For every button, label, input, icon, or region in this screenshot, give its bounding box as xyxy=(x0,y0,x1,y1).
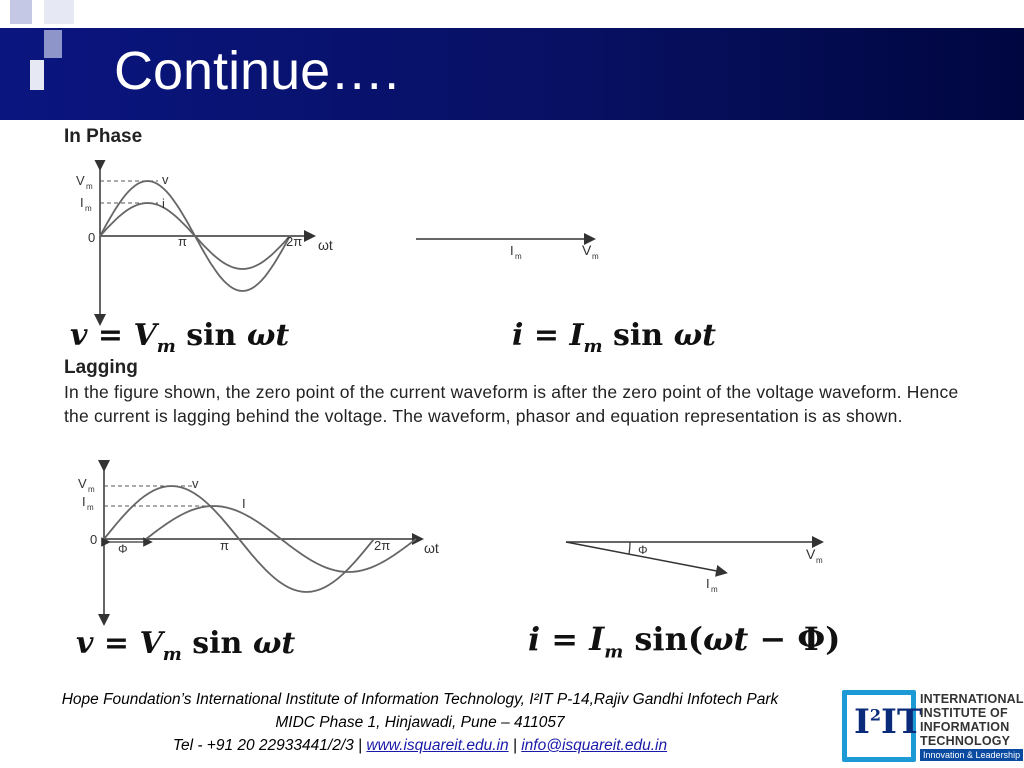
lagging-description: In the figure shown, the zero point of the current waveform is after the zero point of the voltage waveform. Hence the current is lagging behind the voltage. The waveform, phasor and equation representation is as shown. xyxy=(64,382,959,426)
email-link[interactable]: info@isquareit.edu.in xyxy=(521,737,668,754)
label-pi: π xyxy=(220,538,229,553)
label-two-pi: 2π xyxy=(374,538,391,553)
equation-voltage-in-phase: $v = V_m$ sin ωt xyxy=(70,318,290,357)
logo-mark-sup: 2 xyxy=(869,705,882,725)
label-v: v xyxy=(192,476,199,491)
phasor-label-vm: V xyxy=(806,546,816,562)
logo-name-line: INTERNATIONAL xyxy=(920,692,1024,706)
label-phi: Φ xyxy=(118,542,128,556)
eq-subscript: m xyxy=(604,641,624,663)
label-wt: ωt xyxy=(424,540,439,556)
eq-amplitude: I xyxy=(569,318,584,353)
label-im: I xyxy=(80,195,84,210)
label-pi: π xyxy=(178,234,187,249)
eq-subscript: m xyxy=(583,336,603,357)
footer-address-line1: Hope Foundation’s International Institute of Information Technology, I²IT P-14,Rajiv Gandhi Infotech Park xyxy=(61,691,779,708)
logo-mark-i: I xyxy=(854,702,870,742)
label-im-sub: m xyxy=(85,204,92,213)
section-heading-lagging: Lagging xyxy=(64,357,138,378)
label-vm: V xyxy=(76,173,85,188)
eq-function: sin( xyxy=(634,620,703,658)
eq-lhs: v xyxy=(70,318,88,353)
eq-lhs: i xyxy=(528,620,541,658)
label-v: v xyxy=(162,172,169,187)
eq-amplitude: I xyxy=(589,620,605,658)
decor-square xyxy=(30,60,44,90)
eq-phi: Φ xyxy=(797,620,826,658)
logo-name-line: TECHNOLOGY xyxy=(920,734,1011,748)
phasor-label-vm: V xyxy=(582,242,592,258)
phasor-label-im: I xyxy=(706,576,710,591)
label-zero: 0 xyxy=(90,532,98,547)
in-phase-phasor xyxy=(410,225,620,265)
label-vm: V xyxy=(78,476,87,491)
phasor-label-phi: Φ xyxy=(638,543,648,557)
equation-voltage-lagging: $v = V_m$ sin ωt xyxy=(76,626,296,665)
in-phase-waveform xyxy=(64,160,364,330)
logo-name-line: INSTITUTE OF xyxy=(920,706,1008,720)
eq-argument: ωt xyxy=(252,626,296,661)
logo-mark xyxy=(854,702,922,742)
phasor-label-im-sub: m xyxy=(515,252,522,261)
label-im: I xyxy=(82,494,86,509)
eq-lhs: v xyxy=(76,626,94,661)
label-i: I xyxy=(242,496,246,511)
footer xyxy=(20,688,820,757)
phasor-label-vm-sub: m xyxy=(816,556,823,565)
equation-current-in-phase: $i = I_m$ sin ωt xyxy=(512,318,716,357)
label-two-pi: 2π xyxy=(286,234,303,249)
eq-argument: ωt xyxy=(246,318,290,353)
label-i: i xyxy=(162,196,165,211)
logo-name-line: INFORMATION xyxy=(920,720,1010,734)
decor-square xyxy=(44,30,62,58)
eq-function: sin xyxy=(613,318,664,353)
footer-separator: | xyxy=(508,737,522,754)
eq-minus: − xyxy=(759,620,787,658)
phasor-label-im-sub: m xyxy=(711,585,718,594)
decor-square xyxy=(10,0,32,24)
label-zero: 0 xyxy=(88,230,96,245)
lagging-waveform xyxy=(64,458,474,628)
eq-argument: ωt xyxy=(702,620,749,658)
lagging-phasor xyxy=(560,530,850,595)
footer-phone: Tel - +91 20 22933441/2/3 | xyxy=(172,737,367,754)
logo-mark-tail: IT xyxy=(881,702,923,742)
eq-close-paren: ) xyxy=(825,620,841,658)
label-vm-sub: m xyxy=(86,182,93,191)
label-im-sub: m xyxy=(87,503,94,512)
footer-address-line2: MIDC Phase 1, Hinjawadi, Pune – 411057 xyxy=(275,714,565,731)
label-vm-sub: m xyxy=(88,485,95,494)
institute-logo xyxy=(838,690,1024,768)
eq-amplitude: V xyxy=(133,318,157,353)
phasor-label-im: I xyxy=(510,243,514,258)
eq-argument: ωt xyxy=(673,318,716,353)
footer-contact-line xyxy=(20,734,820,757)
equation-current-lagging: $i = I_m$ sin(ωt − Φ) xyxy=(528,620,841,663)
phasor-label-vm-sub: m xyxy=(592,252,599,261)
eq-function: sin xyxy=(186,318,237,353)
eq-function: sin xyxy=(192,626,243,661)
eq-subscript: m xyxy=(162,644,182,665)
label-wt: ωt xyxy=(318,237,333,253)
slide-title: Continue…. xyxy=(114,41,400,101)
decor-square xyxy=(44,0,74,24)
section-heading-in-phase: In Phase xyxy=(64,126,143,147)
eq-amplitude: V xyxy=(139,626,163,661)
eq-subscript: m xyxy=(156,336,176,357)
website-link[interactable]: www.isquareit.edu.in xyxy=(366,737,509,754)
eq-lhs: i xyxy=(512,318,524,353)
logo-tagline: Innovation & Leadership xyxy=(920,749,1023,761)
logo-name xyxy=(920,692,1024,748)
